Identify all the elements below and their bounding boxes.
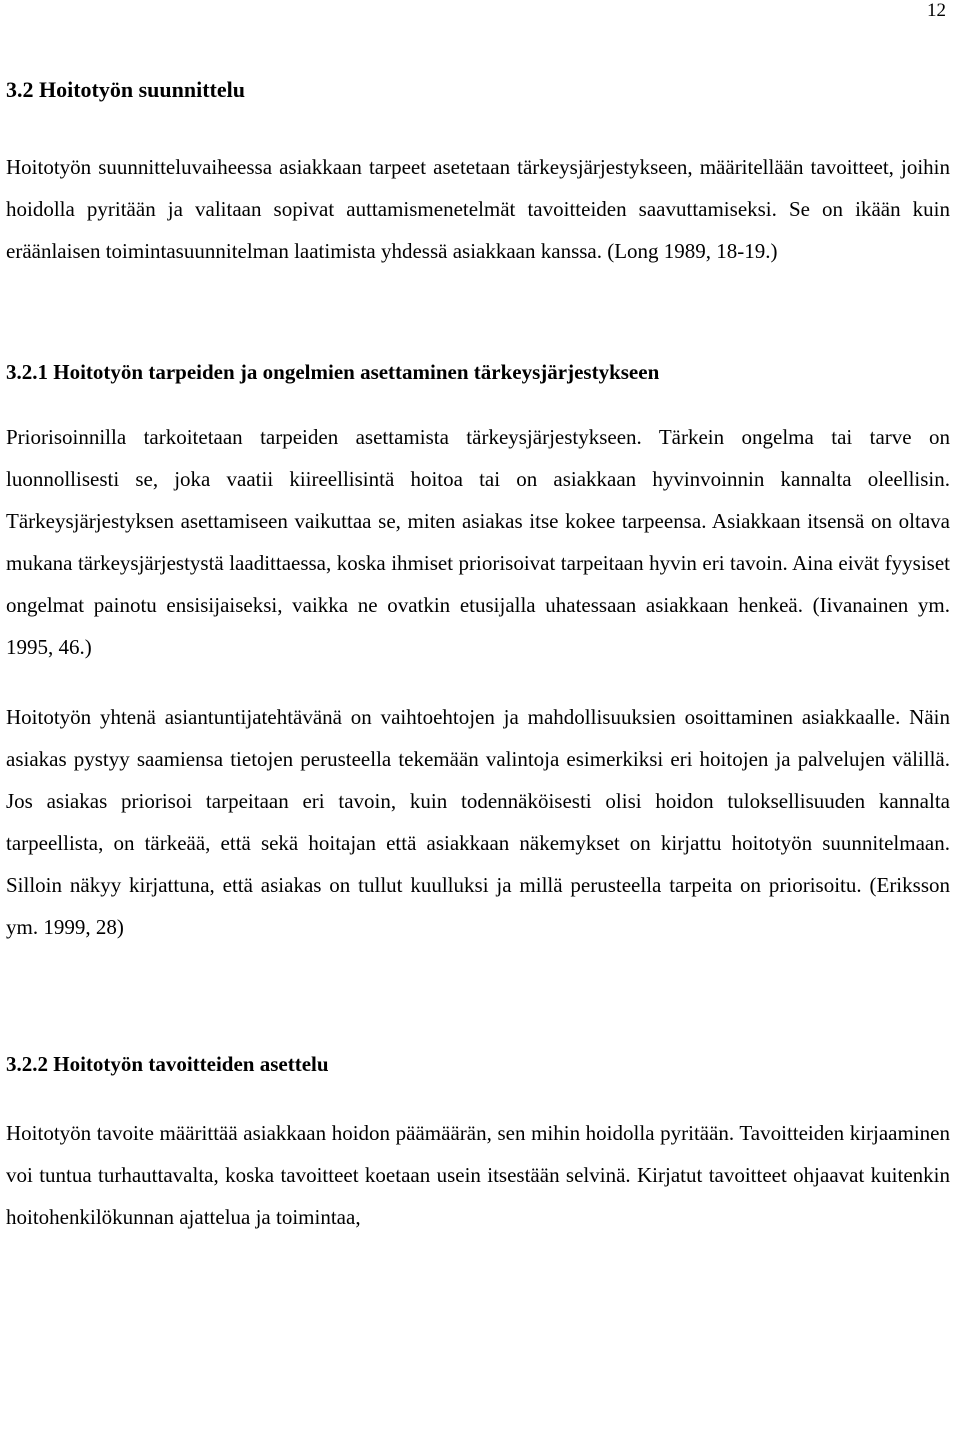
section-heading-3-2-2: 3.2.2 Hoitotyön tavoitteiden asettelu bbox=[6, 1052, 329, 1076]
document-body bbox=[6, 70, 950, 1238]
paragraph-prioritization: Priorisoinnilla tarkoitetaan tarpeiden asettamista tärkeysjärjestykseen. Tärkein ongelma tai tarve on luonnollisesti se, joka vaatii kiireellisintä hoitoa tai on asiakkaan hyvinvoinnin kannalta oleellisin. Tärkeysjärjestyksen asettamiseen vaikuttaa se, miten asiakas itse kokee tarpeensa. Asiakkaan itsensä on oltava mukana tärkeysjärjestystä laadittaessa, koska ihmiset priorisoivat tarpeitaan hyvin eri tavoin. Aina eivät fyysiset ongelmat painotu ensisijaiseksi, vaikka ne ovatkin etusijalla uhatessaan asiakkaan henkeä. (Iivanainen ym. 1995, 46.) bbox=[6, 425, 950, 659]
paragraph-expert-task: Hoitotyön yhtenä asiantuntijatehtävänä on vaihtoehtojen ja mahdollisuuksien osoittaminen asiakkaalle. Näin asiakas pystyy saamiensa tietojen perusteella tekemään valintoja esimerkiksi eri hoitojen ja palvelujen välillä. Jos asiakas priorisoi tarpeitaan eri tavoin, kuin todennäköisesti olisi hoidon tuloksellisuuden kannalta tarpeellista, on tärkeää, että sekä hoitajan että asiakkaan näkemykset on kirjattu hoitotyön suunnitelmaan. Silloin näkyy kirjattuna, että asiakas on tullut kuulluksi ja millä perusteella tarpeita on priorisoitu. (Eriksson ym. 1999, 28) bbox=[6, 705, 950, 939]
page-number: 12 bbox=[927, 0, 946, 21]
section-heading-3-2: 3.2 Hoitotyön suunnittelu bbox=[6, 77, 245, 102]
paragraph-goal-setting: Hoitotyön tavoite määrittää asiakkaan hoidon päämäärän, sen mihin hoidolla pyritään. Tavoitteiden kirjaaminen voi tuntua turhauttavalta, koska tavoitteet koetaan usein itsestään selvinä. Kirjatut tavoitteet ohjaavat kuitenkin hoitohenkilökunnan ajattelua ja toimintaa, bbox=[6, 1121, 950, 1229]
section-heading-3-2-1: 3.2.1 Hoitotyön tarpeiden ja ongelmien asettaminen tärkeysjärjestykseen bbox=[6, 360, 660, 384]
paragraph-planning-intro: Hoitotyön suunnitteluvaiheessa asiakkaan tarpeet asetetaan tärkeysjärjestykseen, määritellään tavoitteet, joihin hoidolla pyritään ja valitaan sopivat auttamismenetelmät tavoitteiden saavuttamiseksi. Se on ikään kuin eräänlaisen toimintasuunnitelman laatimista yhdessä asiakkaan kanssa. (Long 1989, 18-19.) bbox=[6, 155, 950, 263]
